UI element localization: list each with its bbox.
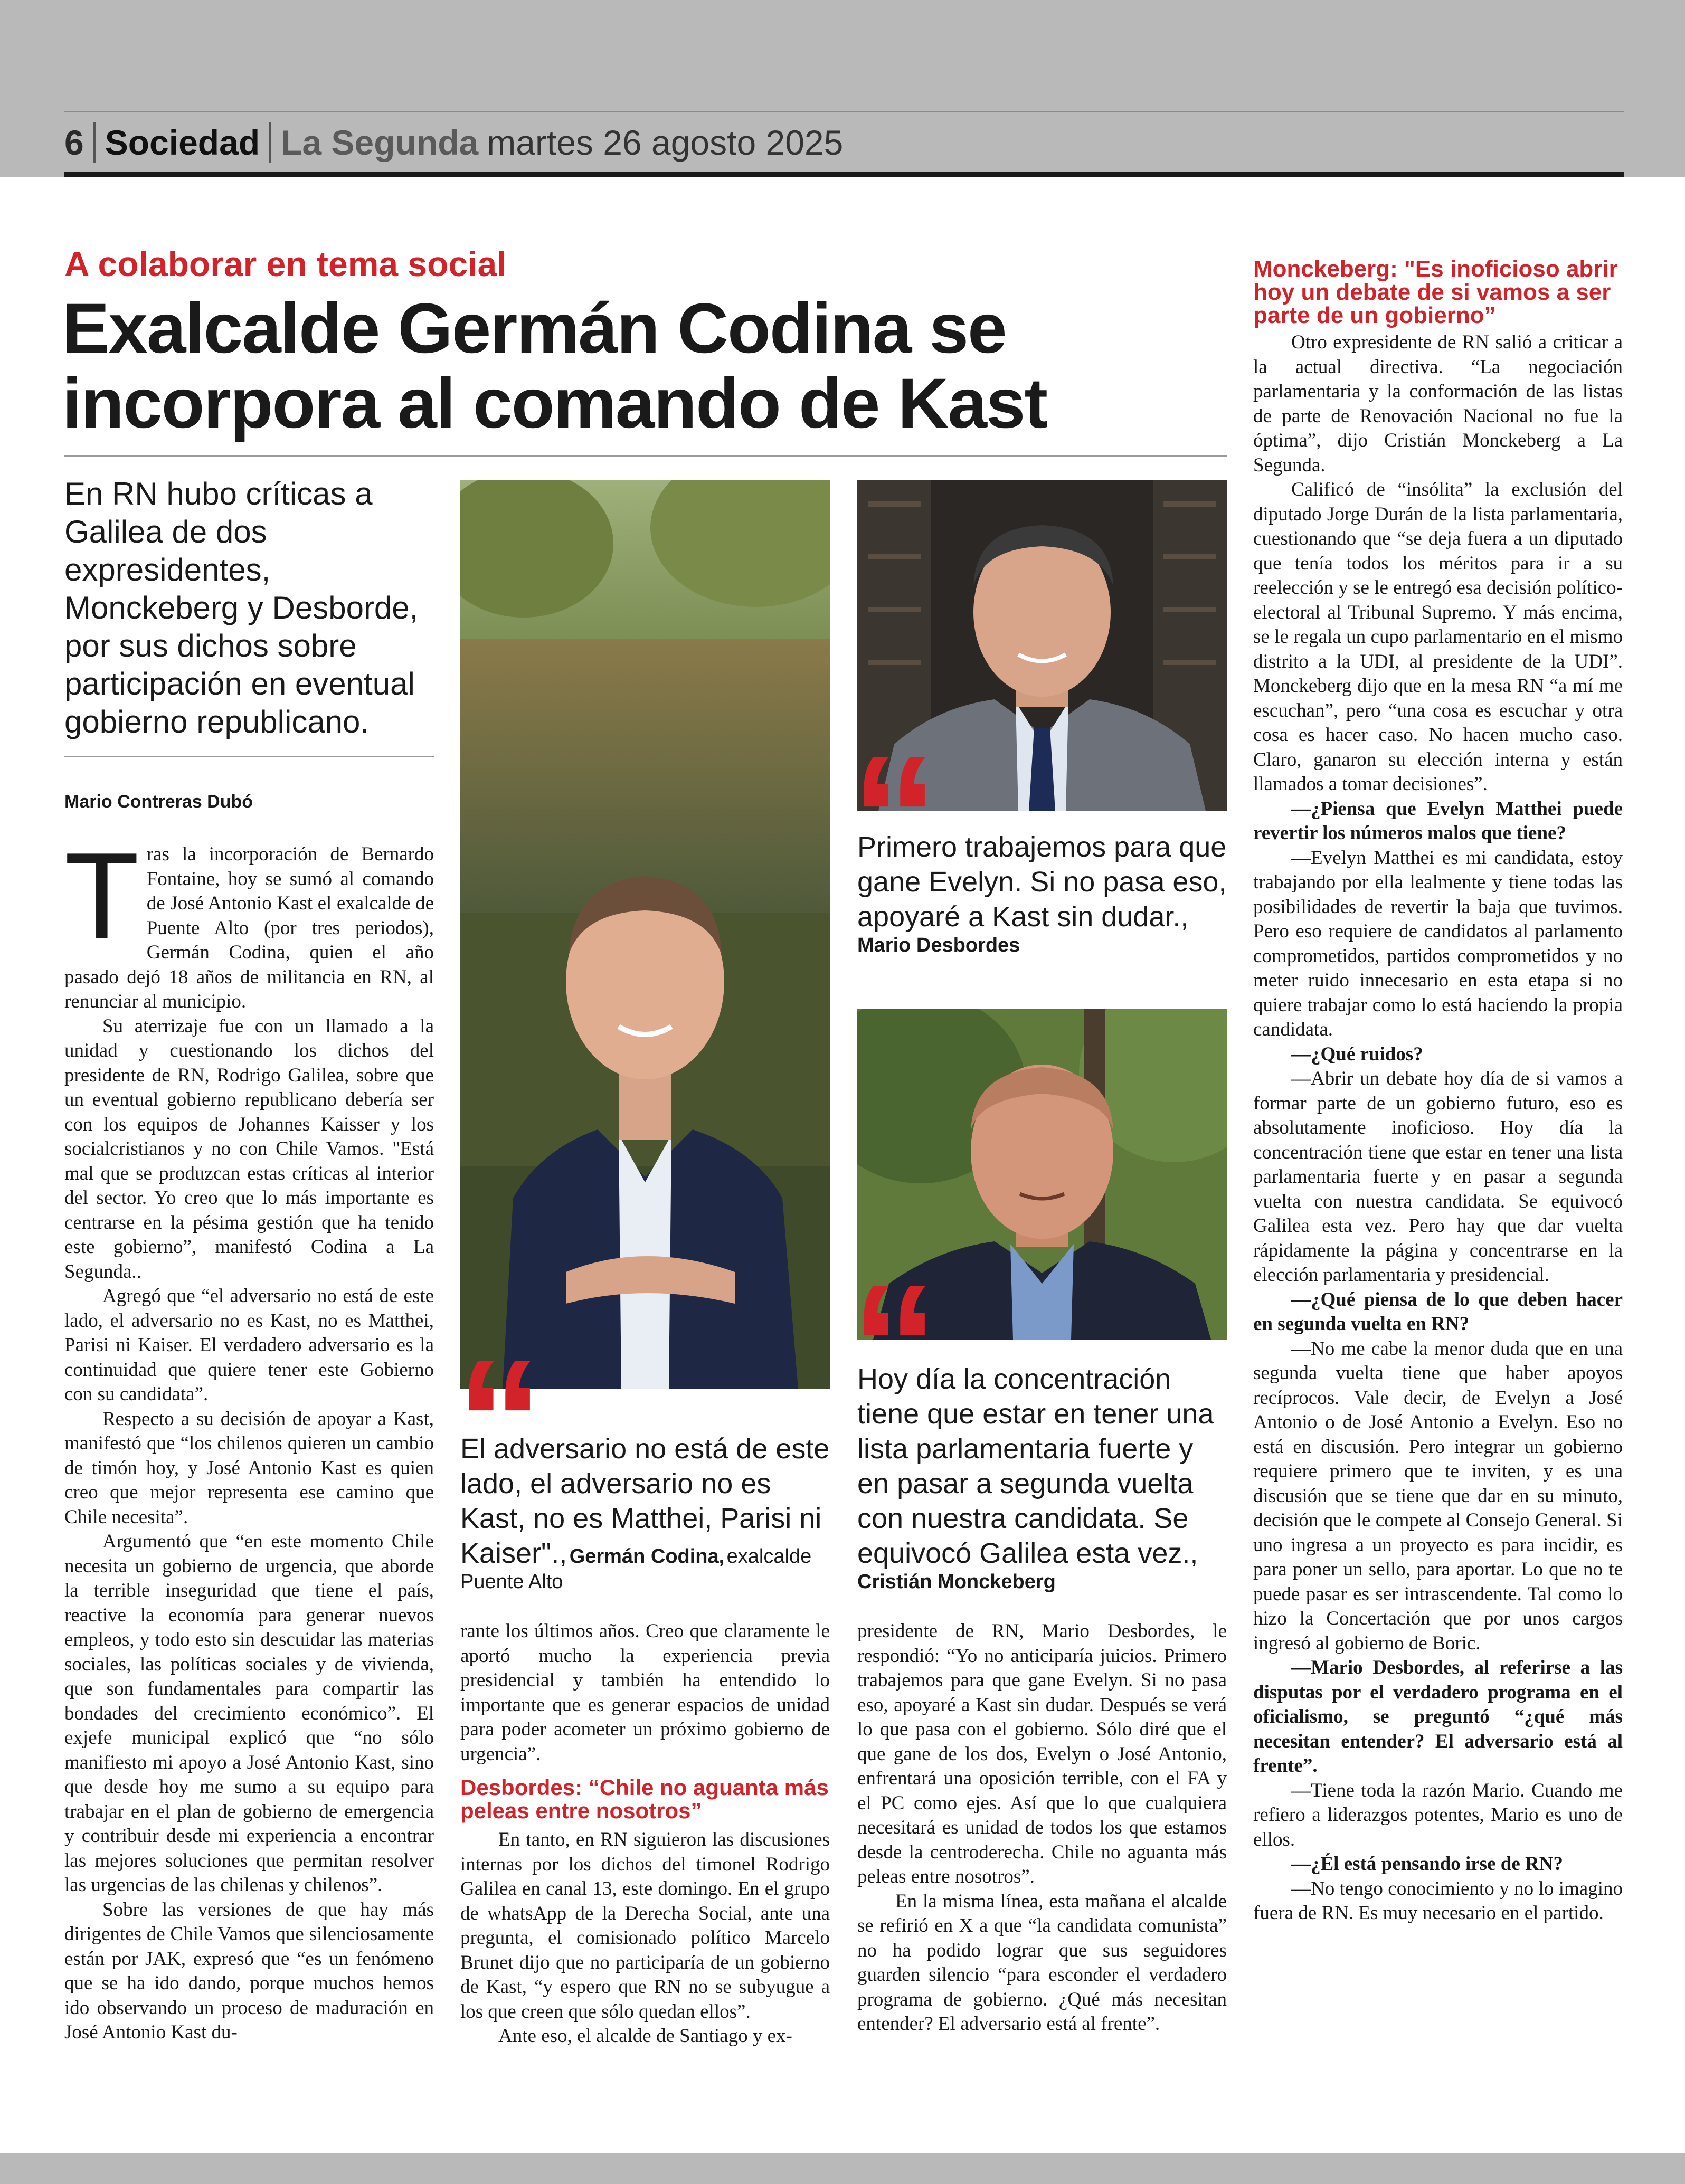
paragraph: rante los últimos años. Creo que claramente le aportó mucho la experiencia previa presidencial y también ha entendido lo importante que es generar espacios de unidad para poder acometer un próximo gobierno de urgencia”. <box>460 1620 830 1765</box>
page-folio <box>64 117 843 168</box>
footer-band <box>0 2153 1685 2184</box>
paragraph: —Evelyn Matthei es mi candidata, estoy trabajando por ella lealmente y tiene todas las posibilidades de revertir la baja que tuvimos. Pero eso requiere de candidatos al parlamento comprometidos, partidos comprometidos y no meter ruido innecesario en esta etapa si no quiere trabajar como lo está haciendo la propia candidata. <box>1253 847 1623 1040</box>
paragraph: Calificó de “insólita” la exclusión del diputado Jorge Durán de la lista parlamentaria, cuestionando que “se deja fuera a un diputado que tenía todos los méritos para ir a su reelección y se le entregó esa decisión político-electoral al Tribunal Supremo. Y más encima, se le regala un cupo parlamentario en el mismo distrito a la UDI, al presidente de la UDI”. Monckeberg dijo que en la mesa RN “a mí me escuchan”, pero “una cosa es escuchar y otra cosa es hacer caso. No hacen mucho caso. Claro, ganaron su elección interna y están llamados a tomar decisiones”. <box>1253 479 1623 795</box>
pull-quote-text: Hoy día la concentración tiene que estar en tener una lista parlamentaria fuerte y en pasar a segunda vuelta con nuestra candidata. Se equivocó Galilea esta vez., <box>857 1363 1214 1569</box>
paragraph: —Tiene toda la razón Mario. Cuando me refiero a liderazgos potentes, Mario es uno de ellos. <box>1253 1779 1623 1850</box>
subhead-monckeberg: Monckeberg: "Es inoficioso abrir hoy un debate de si vamos a ser parte de un gobierno” <box>1253 256 1618 328</box>
paragraph: En tanto, en RN siguieron las discusiones internas por los dichos del timonel Rodrigo Galilea en canal 13, este domingo. En el grupo de whatsApp de la Derecha Social, ante una pregunta, el comisionado político Marcelo Brunet dijo que no participaría de un gobierno de Kast, “y espero que RN no se subyugue a los que creen que sólo quedan ellos”. <box>460 1829 830 2022</box>
paragraph: Sobre las versiones de que hay más dirigentes de Chile Vamos que silenciosamente están por JAK, expresó que “es un fenómeno que se ha ido dando, porque muchos hemos ido observando un proceso de maduración en José Antonio Kast du- <box>64 1898 434 2043</box>
body-column-4 <box>1253 330 1623 1926</box>
paragraph: Argumentó que “en este momento Chile necesita un gobierno de urgencia, que aborde la terrible inseguridad que tiene el país, reactive la economía para generar nuevos empleos, y todo esto sin descuidar las materias sociales, las políticas sociales y de vivienda, que son fundamentales para compartir las bondades del crecimiento económico”. El exjefe municipal explicó que “no sólo manifiesto mi apoyo a José Antonio Kast, sino que desde hoy me sumo a su equipo para trabajar en el plan de gobierno de emergencia y contribuir desde mi experiencia a encontrar las mejores soluciones que permitan resolver las urgencias de las chilenas y chilenos”. <box>64 1531 434 1896</box>
paragraph: presidente de RN, Mario Desbordes, le respondió: “Yo no anticiparía juicios. Primero trabajemos para que gane Evelyn. Si no pasa eso, apoyaré a Kast sin dudar. Después se verá lo que pasa con el gobierno. Sólo diré que el que gane de los dos, Evelyn o José Antonio, enfrentará una oposición terrible, con el FA y el PC como ejes. Así que lo que cualquiera necesitará es unidad de todos los que estamos desde la centroderecha. Chile no aguanta más peleas entre nosotros”. <box>857 1620 1227 1887</box>
interview-question: —Mario Desbordes, al referirse a las disputas por el verdadero programa en el oficialismo, se preguntó “¿qué más necesitan entender? El adversario está al frente”. <box>1253 1657 1623 1777</box>
article-headline <box>62 291 1224 441</box>
header-rule-bottom <box>64 172 1624 177</box>
quote-mark-icon: “ <box>851 1277 938 1383</box>
portrait-codina-image <box>460 480 830 1389</box>
headline-rule <box>64 455 1227 457</box>
interview-question: —¿Qué ruidos? <box>1291 1043 1423 1065</box>
body-column-1 <box>64 828 434 2045</box>
paragraph: —No me cabe la menor duda que en una segunda vuelta tiene que haber apoyos recíprocos. Vale decir, de Evelyn a José Antonio o de José Antonio a Evelyn. Eso no está en discusión. Pero integrar un gobierno requiere primero que te inviten, y es una discusión que se tiene que dar en su minuto, decisión que le compete al Consejo General. Si uno ingresa a un proyecto es para incidir, es para poner un sello, para aportar. Lo que no te puede pasar es ser intrascendente. Tal como lo hizo la Concertación que por unos cargos ingresó al gobierno de Boric. <box>1253 1337 1623 1654</box>
header-rule-top <box>64 111 1624 112</box>
pull-quote-text: Primero trabajemos para que gane Evelyn. Si no pasa eso, apoyaré a Kast sin dudar., <box>857 831 1227 933</box>
subhead-desbordes: Desbordes: “Chile no aguanta más peleas entre nosotros” <box>460 1775 829 1823</box>
quote-mark-icon: “ <box>456 1352 543 1458</box>
paragraph <box>64 828 434 1014</box>
headline-line-1: Exalcalde Germán Codina se <box>62 289 1006 368</box>
pull-quote-text: El adversario no está de este lado, el adversario no es Kast, no es Matthei, Parisi ni Kaiser"., <box>460 1433 830 1569</box>
section-name: Sociedad <box>96 122 271 163</box>
paragraph: En la misma línea, esta mañana el alcalde se refirió en X a que “la candidata comunista” no ha podido lograr que sus seguidores guarden silencio “para esconder el verdadero programa de gobierno. ¿Qué más necesitan entender? El adversario está al frente”. <box>857 1890 1227 2035</box>
interview-question: —¿Qué piensa de lo que deben hacer en segunda vuelta en RN? <box>1253 1288 1623 1335</box>
newspaper-name: La Segunda <box>281 123 479 162</box>
headline-line-2: incorpora al comando de Kast <box>62 364 1047 443</box>
pull-quote-monckeberg <box>857 1362 1227 1593</box>
pull-quote-author: Germán Codina, <box>569 1545 725 1568</box>
page-number: 6 <box>64 122 96 163</box>
pull-quote-author: Mario Desbordes <box>857 934 1020 956</box>
paragraph-text: ras la incorporación de Bernardo Fontaine, hoy se sumó al comando de José Antonio Kast el exalcalde de Puente Alto (por tres periodos), Germán Codina, quien el año pasado dejó 18 años de militancia en RN, al renunciar al municipio. <box>64 843 434 1012</box>
paragraph: Ante eso, el alcalde de Santiago y ex- <box>498 2025 792 2047</box>
paragraph: —Abrir un debate hoy día de si vamos a formar parte de un gobierno futuro, eso es absolutamente inoficioso. Hoy día la concentración tiene que estar en tener una lista parlamentaria fuerte y en pasar a segunda vuelta con nuestra candidata. Se equivocó Galilea esta vez. Pero hay que dar vuelta rápidamente la página y concentrarse en la elección parlamentaria y presidencial. <box>1253 1068 1623 1286</box>
paragraph: Agregó que “el adversario no está de este lado, el adversario no es Kast, no es Matthei, Parisi ni Kaiser. El verdadero adversario es la continuidad que quiere tener este Gobierno con su candidata”. <box>64 1285 434 1405</box>
pull-quote-desbordes <box>857 830 1227 957</box>
article-deck: En RN hubo críticas a Galilea de dos expresidentes, Monckeberg y Desborde, por sus dichos sobre participación en eventual gobierno republicano. <box>64 476 419 739</box>
paragraph: Su aterrizaje fue con un llamado a la unidad y cuestionando los dichos del presidente de RN, Rodrigo Galilea, sobre que un eventual gobierno republicano debería ser con los equipos de Johannes Kaisser y los socialcristianos y no con Chile Vamos. "Está mal que se produzcan estas críticas al interior del sector. Yo creo que lo más importante es centrarse en la pésima gestión que ha tenido este gobierno”, manifestó Codina a La Segunda.. <box>64 1015 434 1283</box>
pull-quote-codina <box>460 1431 830 1593</box>
photo-german-codina <box>460 480 830 1389</box>
byline: Mario Contreras Dubó <box>64 792 253 812</box>
pull-quote-role: exalcalde Puente Alto <box>460 1545 812 1593</box>
paragraph: Otro expresidente de RN salió a criticar a la actual directiva. “La negociación parlamentaria y la conformación de las listas de parte de Renovación Nacional no fue la óptima”, dijo Cristián Monckeberg a La Segunda. <box>1253 331 1623 476</box>
deck-rule <box>64 756 434 757</box>
interview-question: —¿Piensa que Evelyn Matthei puede revertir los números malos que tiene? <box>1253 797 1623 844</box>
body-column-2 <box>460 1619 830 2049</box>
drop-cap: T <box>64 828 139 964</box>
paragraph: —No tengo conocimiento y no lo imagino fuera de RN. Es muy necesario en el partido. <box>1253 1877 1623 1924</box>
pull-quote-author: Cristián Monckeberg <box>857 1571 1056 1593</box>
body-column-3 <box>857 1619 1227 2037</box>
quote-mark-icon: “ <box>851 748 938 854</box>
article-kicker: A colaborar en tema social <box>64 244 507 283</box>
interview-question: —¿Él está pensando irse de RN? <box>1291 1853 1563 1875</box>
paragraph: Respecto a su decisión de apoyar a Kast, manifestó que “los chilenos quieren un cambio de timón hoy, y José Antonio Kast es quien creo que mejor representa ese camino que Chile necesita”. <box>64 1408 434 1528</box>
issue-date: martes 26 agosto 2025 <box>487 123 844 162</box>
